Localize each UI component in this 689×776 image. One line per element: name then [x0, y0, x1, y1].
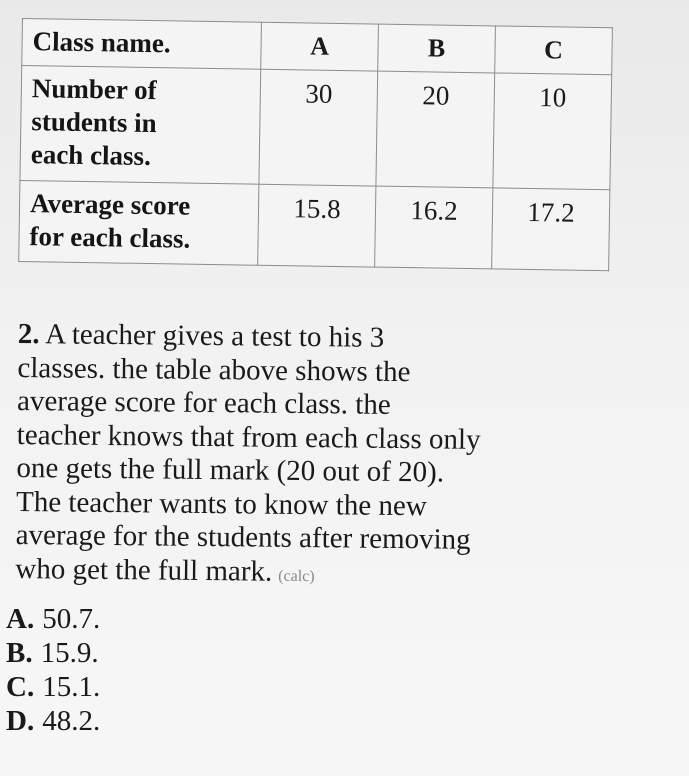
average-class-a: 15.8 [258, 184, 376, 267]
students-label-line: students in [31, 106, 157, 139]
question-line-text: who get the full mark. [15, 552, 273, 588]
header-class-b: B [378, 24, 496, 73]
option-letter: A. [6, 603, 35, 635]
question-line: average for the students after removing [15, 518, 471, 556]
option-a[interactable] [6, 602, 100, 636]
question-line-text: A teacher gives a test to his 3 [45, 318, 385, 354]
students-label-line: Number of [31, 73, 157, 106]
question-text [15, 318, 578, 596]
option-letter: C. [6, 671, 35, 703]
table-row-students [20, 66, 612, 190]
question-line [15, 552, 575, 595]
option-text: 15.1. [42, 671, 101, 703]
option-c[interactable] [6, 670, 100, 704]
average-class-c: 17.2 [492, 188, 610, 271]
table-row-average [19, 180, 610, 270]
header-class-a: A [261, 22, 379, 71]
average-label-cell [19, 180, 259, 265]
option-letter: B. [6, 637, 33, 669]
option-d[interactable] [6, 704, 100, 738]
students-class-a: 30 [259, 69, 378, 186]
option-letter: D. [6, 705, 35, 737]
question-line [18, 318, 578, 357]
average-label-line: Average score [29, 188, 191, 221]
header-class-c: C [495, 26, 613, 75]
question-line: average score for each class. the [16, 384, 391, 421]
average-label-line: for each class. [29, 221, 191, 254]
average-class-b: 16.2 [375, 186, 493, 269]
question-line: teacher knows that from each class only [16, 418, 481, 456]
option-text: 15.9. [40, 637, 99, 669]
question-line: one gets the full mark (20 out of 20). [16, 451, 445, 489]
calc-note: (calc) [278, 567, 315, 585]
question-line: The teacher wants to know the new [15, 485, 427, 522]
option-text: 48.2. [42, 705, 101, 737]
question-number: 2. [17, 318, 40, 351]
students-label-cell [20, 66, 261, 185]
class-scores-table [18, 18, 613, 271]
option-b[interactable] [6, 636, 100, 670]
students-label-line: each class. [30, 139, 152, 172]
students-class-c: 10 [493, 73, 612, 190]
option-text: 50.7. [42, 603, 101, 635]
header-label-cell: Class name. [22, 19, 262, 70]
question-line: classes. the table above shows the [17, 351, 411, 388]
answer-options [6, 602, 100, 738]
students-class-b: 20 [376, 71, 495, 188]
